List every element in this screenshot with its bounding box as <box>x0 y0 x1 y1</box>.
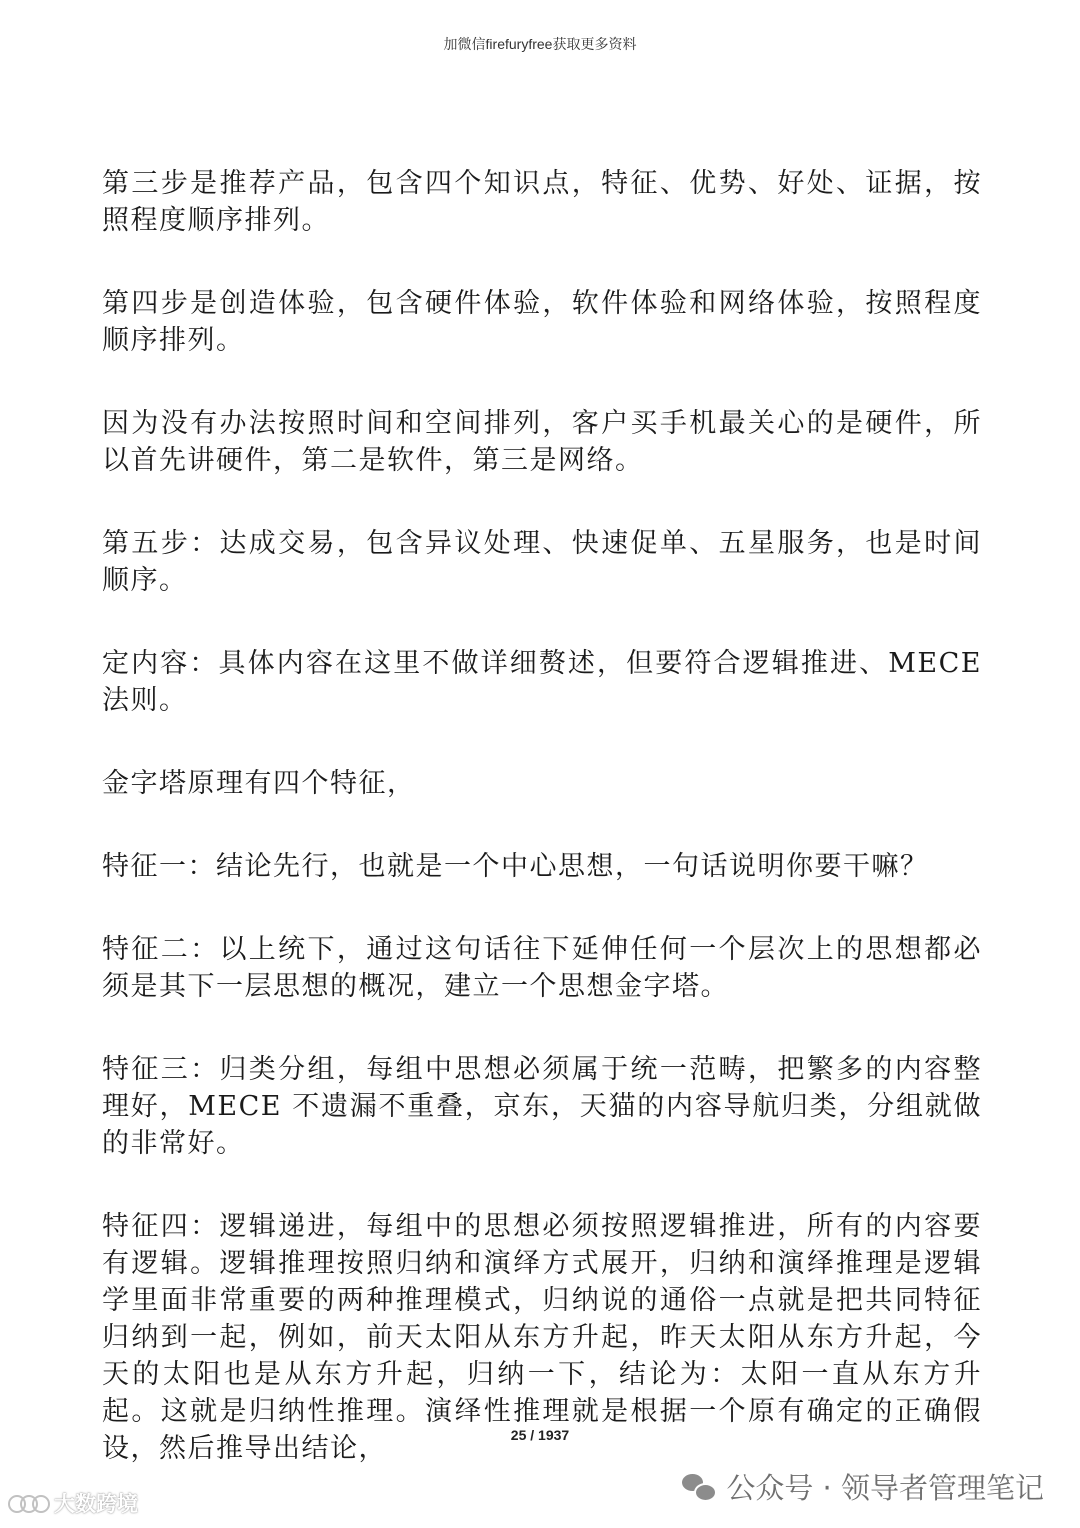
paragraph-feature-one: 特征一：结论先行，也就是一个中心思想，一句话说明你要干嘛？ <box>102 851 929 882</box>
wechat-watermark <box>682 1466 1044 1507</box>
paragraph-step-four: 第四步是创造体验，包含硬件体验，软件体验和网络体验，按照程度顺序排列。 <box>102 288 982 356</box>
brand-watermark <box>8 1488 138 1518</box>
brand-watermark-text: 大数跨境 <box>54 1492 138 1516</box>
wechat-icon <box>682 1472 716 1502</box>
paragraph-feature-four: 特征四：逻辑递进，每组中的思想必须按照逻辑推进，所有的内容要有逻辑。逻辑推理按照归纳和演绎方式展开，归纳和演绎推理是逻辑学里面非常重要的两种推理模式，归纳说的通俗一点就是把共同特征归纳到一起，例如，前天太阳从东方升起，昨天太阳从东方升起，今天的太阳也是从东方升起，归纳一下，结论为：太阳一直从东方升起。这就是归纳性推理。演绎性推理就是根据一个原有确定的正确假设，然后推导出结论， <box>102 1211 982 1464</box>
document-body <box>102 165 982 1513</box>
page-number: 25 / 1937 <box>510 1427 570 1443</box>
paragraph-content-definition: 定内容：具体内容在这里不做详细赘述，但要符合逻辑推进、MECE 法则。 <box>102 648 982 716</box>
paragraph-feature-three: 特征三：归类分组，每组中思想必须属于统一范畴，把繁多的内容整理好，MECE 不遗漏不重叠，京东，天猫的内容导航归类，分组就做的非常好。 <box>102 1054 982 1159</box>
paragraph-feature-two: 特征二：以上统下，通过这句话往下延伸任何一个层次上的思想都必须是其下一层思想的概况，建立一个思想金字塔。 <box>102 934 982 1002</box>
paragraph-ordering-reason: 因为没有办法按照时间和空间排列，客户买手机最关心的是硬件，所以首先讲硬件，第二是软件，第三是网络。 <box>102 408 982 476</box>
paragraph-step-five: 第五步：达成交易，包含异议处理、快速促单、五星服务，也是时间顺序。 <box>102 528 982 596</box>
paragraph-pyramid-intro: 金字塔原理有四个特征， <box>102 768 416 799</box>
header-note: 加微信firefuryfree获取更多资料 <box>443 36 637 52</box>
paragraph-step-three: 第三步是推荐产品，包含四个知识点，特征、优势、好处、证据，按照程度顺序排列。 <box>102 168 982 236</box>
wechat-watermark-text: 公众号 · 领导者管理笔记 <box>726 1471 1044 1505</box>
brand-logo-icon <box>8 1492 48 1514</box>
